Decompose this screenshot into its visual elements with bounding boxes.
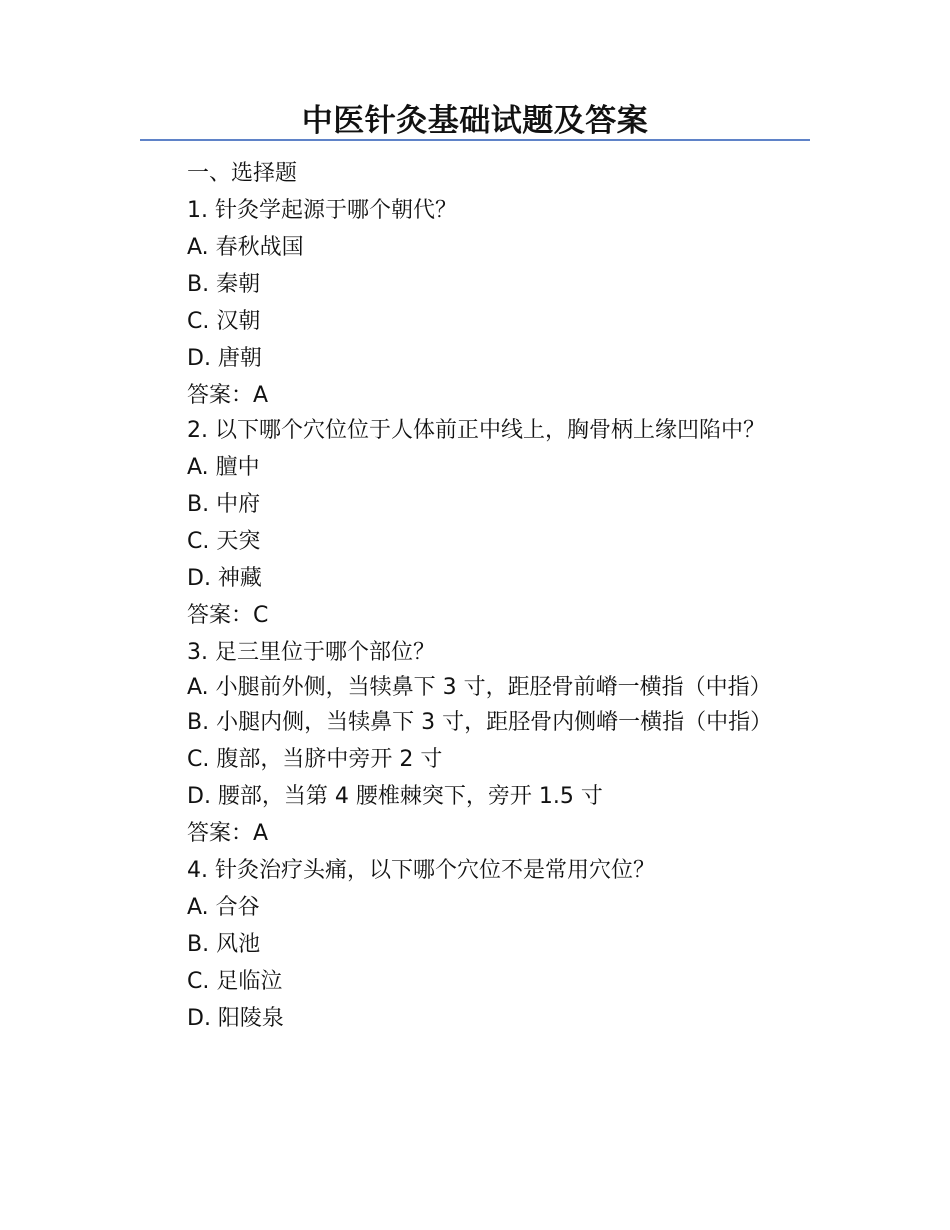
document-body [140, 155, 800, 1037]
question-1-option-d: D. 唐朝 [187, 346, 262, 371]
question-3-answer: 答案：A [187, 821, 269, 846]
question-3: 3. 足三里位于哪个部位？ [187, 640, 435, 665]
question-4-option-c: C. 足临泣 [187, 969, 283, 994]
title-underline [140, 139, 810, 141]
question-1-option-c: C. 汉朝 [187, 309, 261, 334]
question-4-option-a: A. 合谷 [187, 895, 260, 920]
question-3-option-b: B. 小腿内侧，当犊鼻下 3 寸，距胫骨内侧嵴一横指（中指） [187, 710, 773, 735]
question-4-option-b: B. 风池 [187, 932, 261, 957]
question-2-option-c: C. 天突 [187, 529, 261, 554]
question-1-option-a: A. 春秋战国 [187, 235, 304, 260]
question-3-option-a: A. 小腿前外侧，当犊鼻下 3 寸，距胫骨前嵴一横指（中指） [187, 675, 772, 700]
question-1: 1. 针灸学起源于哪个朝代？ [187, 198, 457, 223]
document-title: 中医针灸基础试题及答案 [301, 103, 649, 139]
section-heading: 一、选择题 [187, 161, 298, 186]
question-1-answer: 答案：A [187, 383, 269, 408]
question-3-option-d: D. 腰部，当第 4 腰椎棘突下，旁开 1.5 寸 [187, 784, 603, 809]
question-2-option-d: D. 神藏 [187, 566, 262, 591]
question-4: 4. 针灸治疗头痛，以下哪个穴位不是常用穴位？ [187, 858, 655, 883]
question-2-option-a: A. 膻中 [187, 455, 260, 480]
question-1-option-b: B. 秦朝 [187, 272, 261, 297]
question-2-option-b: B. 中府 [187, 492, 261, 517]
question-4-option-d: D. 阳陵泉 [187, 1006, 284, 1031]
question-3-option-c: C. 腹部，当脐中旁开 2 寸 [187, 747, 443, 772]
question-2-answer: 答案：C [187, 603, 269, 628]
question-2: 2. 以下哪个穴位位于人体前正中线上，胸骨柄上缘凹陷中？ [187, 418, 765, 443]
